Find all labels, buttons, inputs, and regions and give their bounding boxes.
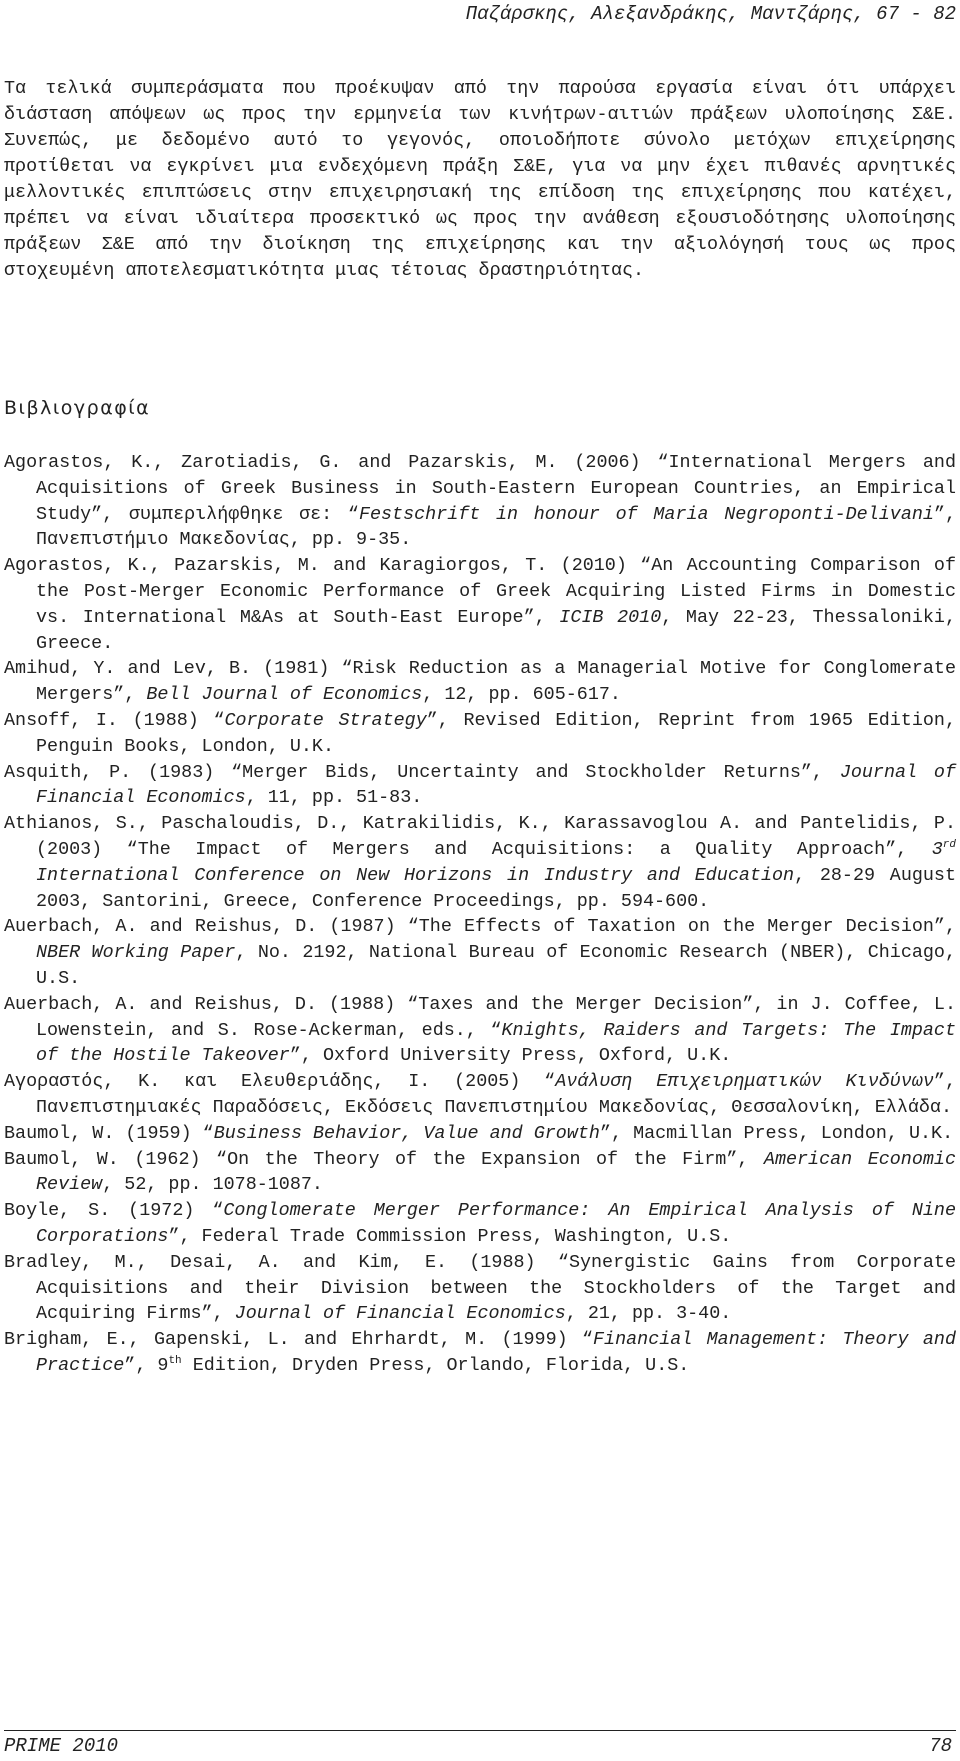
reference-italic-text: Knights, Raiders and Targets: The Impact of the Hostile Takeover (36, 1019, 956, 1067)
reference-italic-text: Bell Journal of Economics (146, 684, 423, 706)
reference-text: ”, Macmillan Press, London, U.K. (599, 1122, 954, 1144)
reference-italic-text: Journal of Financial Economics (234, 1303, 566, 1325)
reference-text: ”, Federal Trade Commission Press, Washington, U.S. (168, 1225, 732, 1247)
reference-italic-text: Financial Management: Theory and Practice (36, 1329, 956, 1376)
reference-italic-text: Journal of Financial Economics (36, 761, 956, 809)
reference-text: Edition, Dryden Press, Orlando, Florida, U.S. (181, 1354, 690, 1376)
reference-text: Asquith, P. (1983) “Merger Bids, Uncertainty and Stockholder Returns”, (4, 761, 840, 783)
reference-entry (4, 1121, 956, 1147)
reference-text: ”, 9 (124, 1354, 169, 1376)
reference-text: Boyle, S. (1972) “ (4, 1200, 224, 1222)
reference-italic-text: International Conference on New Horizons in Industry and Education (36, 864, 795, 886)
reference-text: Athianos, S., Paschaloudis, D., Katrakilidis, K., Karassavoglou A. and Pantelidis, P. (2003) “The Impact of Mergers and Acquisitions: a Quality Approach”, (4, 813, 956, 860)
reference-text: Ansoff, I. (1988) “ (4, 709, 225, 731)
reference-text: Auerbach, A. and Reishus, D. (1988) “Taxes and the Merger Decision”, in J. Coffee, L. Lowenstein, and S. Rose-Ackerman, eds., “ (4, 993, 956, 1041)
reference-entry (4, 811, 956, 914)
reference-text: Amihud, Y. and Lev, B. (1981) “Risk Reduction as a Managerial Motive for Conglomerate Mergers”, (4, 658, 956, 706)
page-number: 78 (929, 1735, 952, 1757)
footer-journal-name: PRIME 2010 (4, 1735, 119, 1757)
reference-entry (4, 450, 956, 553)
reference-entry (4, 760, 956, 812)
reference-entry (4, 708, 956, 760)
reference-text: , 52, pp. 1078-1087. (102, 1174, 323, 1196)
reference-entry (4, 553, 956, 656)
reference-text: th (168, 1354, 182, 1367)
reference-list (4, 450, 956, 1379)
reference-text: Brigham, E., Gapenski, L. and Ehrhardt, M. (1999) “ (4, 1329, 594, 1351)
bibliography-heading: Βιβλιογραφία (4, 397, 151, 419)
reference-text: , 12, pp. 605-617. (422, 684, 621, 706)
reference-italic-text: Festschrift in honour of Maria Negroponti-Delivani (358, 503, 934, 525)
reference-text: , No. 2192, National Bureau of Economic Research (NBER), Chicago, U.S. (36, 942, 957, 989)
reference-text: Baumol, W. (1962) “On the Theory of the Expansion of the Firm”, (4, 1148, 764, 1170)
reference-text: ”, Oxford University Press, Oxford, U.K. (289, 1045, 732, 1067)
reference-italic-text: NBER Working Paper (36, 942, 236, 964)
running-header: Παζάρσκης, Αλεξανδράκης, Μαντζάρης, 67 - 82 (465, 3, 956, 25)
reference-italic-text: 3 (931, 838, 943, 860)
reference-italic-text: Ανάλυση Επιχειρηματικών Κινδύνων (555, 1071, 934, 1093)
reference-entry (4, 1069, 956, 1121)
conclusion-paragraph: Τα τελικά συμπεράσματα που προέκυψαν από την παρούσα εργασία είναι ότι υπάρχει διάσταση απόψεων ως προς την ερμηνεία των κινήτρων-αιτιών πράξεων υλοποίησης Σ&Ε. Συνεπώς, με δεδομένο αυτό το γεγονός, οποιοδήποτε σύνολο μετόχων επιχείρησης προτίθεται να εγκρίνει μια ενδεχόμενη πράξη Σ&Ε, για να μην έχει πιθανές αρνητικές μελλοντικές επιπτώσεις στην επιχειρησιακή της επίδοση της επιχείρησης που κατέχει, πρέπει να είναι ιδιαίτερα προσεκτικό ως προς την ανάθεση εξουσιοδότησης υλοποίησης πράξεων Σ&Ε από την διοίκηση της επιχείρησης και την αξιολόγησή τους ως προς στοχευμένη αποτελεσματικότητα μιας τέτοιας δραστηριότητας. (4, 78, 956, 281)
reference-italic-text: Corporate Strategy (224, 709, 427, 731)
footer-divider (4, 1730, 956, 1731)
reference-text: , 21, pp. 3-40. (565, 1303, 732, 1325)
reference-italic-text: ICIB 2010 (559, 606, 662, 628)
reference-text: Bradley, M., Desai, A. and Kim, E. (1988) “Synergistic Gains from Corporate Acquisitions and their Division between the Stockholders of the Target and Acquiring Firms”, (4, 1251, 956, 1325)
reference-italic-text: Conglomerate Merger Performance: An Empirical Analysis of Nine Corporations (36, 1200, 956, 1247)
reference-text: Agorastos, K., Zarotiadis, G. and Pazarskis, M. (2006) “International Mergers and Acquisitions of Greek Business in South-Eastern European Countries, an Empirical Study”, συμπεριλήφθηκε σε: “ (4, 452, 956, 525)
reference-text: , 11, pp. 51-83. (245, 787, 423, 809)
reference-entry (4, 1327, 956, 1379)
reference-entry (4, 1147, 956, 1199)
reference-italic-text: rd (942, 838, 956, 851)
reference-text: Αγοραστός, Κ. και Ελευθεριάδης, Ι. (2005) “ (4, 1071, 556, 1093)
reference-text: , May 22-23, Thessaloniki, Greece. (36, 606, 956, 654)
reference-text: ”, Revised Edition, Reprint from 1965 Edition, Penguin Books, London, U.K. (36, 709, 956, 757)
reference-text: Agorastos, K., Pazarskis, M. and Karagiorgos, T. (2010) “An Accounting Comparison of the Post-Merger Economic Performance of Greek Acquiring Listed Firms in Domestic vs. International M&As at South-East Europe”, (4, 555, 956, 628)
reference-entry (4, 1250, 956, 1327)
reference-text: ”, Πανεπιστήμιο Μακεδονίας, pp. 9-35. (36, 503, 957, 551)
reference-entry (4, 992, 956, 1069)
reference-italic-text: American Economic Review (36, 1148, 956, 1196)
reference-italic-text: Business Behavior, Value and Growth (213, 1122, 600, 1144)
reference-entry (4, 656, 956, 708)
reference-entry (4, 1198, 956, 1250)
reference-entry (4, 914, 956, 991)
reference-text: Baumol, W. (1959) “ (4, 1122, 214, 1144)
reference-text: , 28-29 August 2003, Santorini, Greece, Conference Proceedings, pp. 594-600. (36, 864, 957, 912)
reference-text: Auerbach, A. and Reishus, D. (1987) “The Effects of Taxation on the Merger Decision”, (4, 916, 956, 938)
reference-text: ”, Πανεπιστημιακές Παραδόσεις, Εκδόσεις Πανεπιστημίου Μακεδονίας, Θεσσαλονίκη, Ελλάδα. (36, 1071, 956, 1118)
